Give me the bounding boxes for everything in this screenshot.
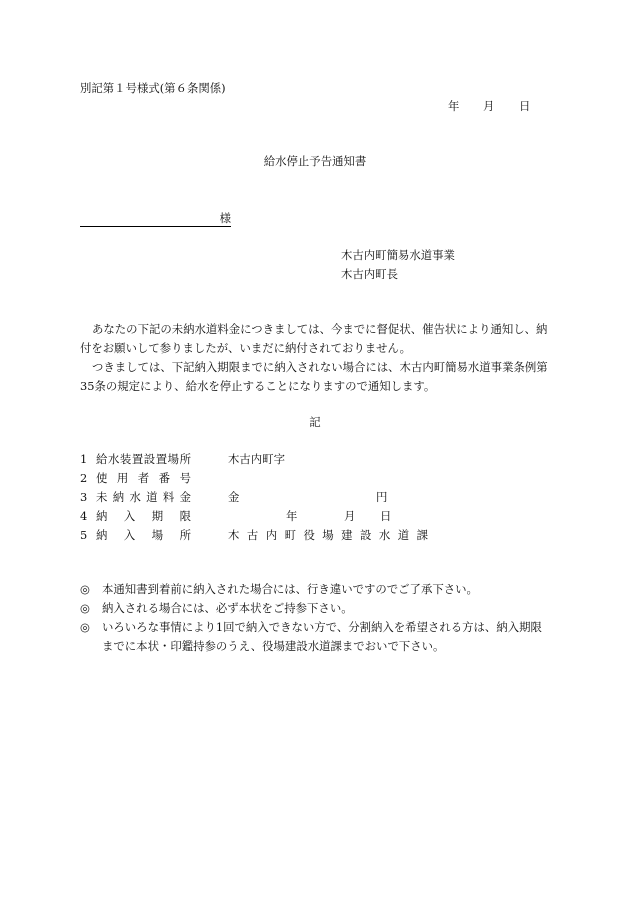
- char: 場: [322, 528, 334, 542]
- char: 課: [416, 528, 428, 542]
- note-text: いろいろな事情により1回で納入できない方で、分割納入を希望される方は、納入期限: [102, 620, 542, 634]
- note-text: 納入される場合には、必ず本状をご持参下さい。: [102, 601, 353, 615]
- char: 納: [96, 509, 108, 523]
- body-line: 35条の規定により、給水を停止することになりますので通知します。: [80, 379, 436, 393]
- item-label: [96, 470, 191, 486]
- char: 設: [360, 528, 372, 542]
- sender-organization: 木古内町簡易水道事業: [341, 248, 455, 262]
- char: 所: [179, 452, 191, 466]
- char: 水: [107, 452, 120, 466]
- note-text: 本通知書到着前に納入された場合には、行き違いですのでご了承下さい。: [102, 582, 478, 596]
- item-label: [96, 508, 191, 524]
- char: 道: [397, 528, 410, 542]
- note-text: までに本状・印鑑持参のうえ、役場建設水道課までおいで下さい。: [102, 639, 445, 653]
- amount-prefix: 金: [228, 490, 240, 504]
- deadline-day: 日: [380, 509, 392, 523]
- note-mark: ◎: [80, 582, 90, 596]
- char: 限: [179, 509, 191, 523]
- date-day: 日: [519, 99, 531, 113]
- date-year: 年: [448, 99, 460, 113]
- item-number: 4: [80, 509, 88, 523]
- char: 水: [129, 490, 141, 504]
- item-number: 5: [80, 528, 88, 542]
- char: 設: [143, 452, 156, 466]
- ki-heading: 記: [309, 415, 321, 429]
- deadline-month: 月: [344, 509, 356, 523]
- char: 場: [151, 528, 164, 542]
- char: 建: [341, 528, 353, 542]
- char: 入: [123, 528, 136, 542]
- char: 内: [265, 528, 278, 542]
- deadline-year: 年: [286, 509, 298, 523]
- char: 置: [155, 452, 168, 466]
- item-number: 2: [80, 471, 88, 485]
- item-label: [96, 451, 191, 467]
- char: 期: [151, 509, 164, 523]
- char: 給: [96, 452, 108, 466]
- char: 金: [179, 490, 191, 504]
- char: 役: [303, 528, 315, 542]
- note-mark: ◎: [80, 620, 90, 634]
- char: 水: [378, 528, 391, 542]
- body-line: あなたの下記の未納水道料金につきましては、今までに督促状、催告状により通知し、納: [92, 322, 548, 336]
- body-line: つきましては、下記納入期限までに納入されない場合には、木古内町簡易水道事業条例第: [92, 360, 548, 374]
- form-label: 別記第１号様式(第６条関係): [80, 81, 226, 95]
- item-value: [228, 527, 428, 543]
- char: 道: [146, 490, 158, 504]
- item-label: [96, 527, 191, 543]
- item-label: [96, 489, 191, 505]
- char: 所: [179, 528, 191, 542]
- sender-mayor: 木古内町長: [341, 267, 398, 281]
- note-mark: ◎: [80, 601, 90, 615]
- char: 号: [179, 471, 191, 485]
- char: 番: [158, 471, 171, 485]
- char: 古: [246, 528, 259, 542]
- amount-suffix: 円: [376, 490, 388, 504]
- char: 装: [119, 452, 132, 466]
- item-number: 1: [80, 452, 88, 466]
- char: 置: [131, 452, 144, 466]
- addressee-line: [80, 210, 231, 227]
- char: 用: [116, 471, 129, 485]
- char: 者: [137, 471, 150, 485]
- item-value: 木古内町字: [228, 452, 285, 466]
- char: 町: [284, 528, 296, 542]
- char: 木: [228, 528, 240, 542]
- char: 入: [123, 509, 136, 523]
- char: 納: [96, 528, 108, 542]
- char: 場: [167, 452, 180, 466]
- body-line: 付をお願いして参りましたが、いまだに納付されておりません。: [80, 341, 412, 355]
- char: 未: [96, 490, 108, 504]
- char: 納: [112, 490, 125, 504]
- char: 使: [96, 471, 108, 485]
- document-title: 給水停止予告通知書: [263, 154, 367, 168]
- date-month: 月: [483, 99, 495, 113]
- item-number: 3: [80, 490, 88, 504]
- addressee-honorific: 様: [219, 211, 231, 225]
- char: 料: [162, 490, 175, 504]
